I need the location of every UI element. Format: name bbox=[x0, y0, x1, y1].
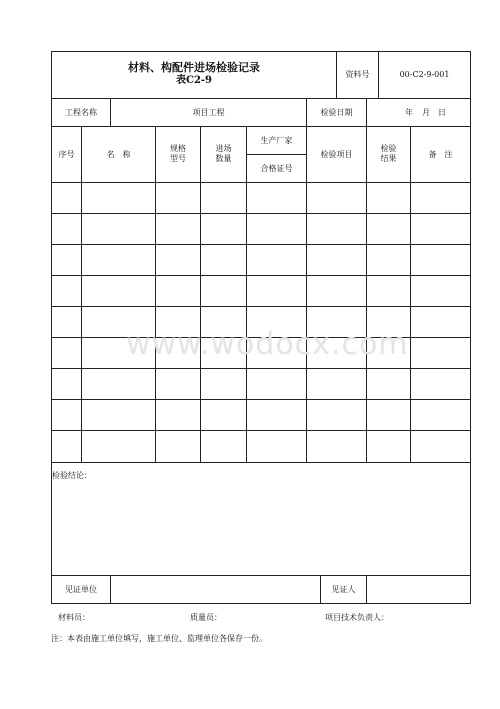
col-header-result-2: 结果 bbox=[380, 153, 397, 163]
table-row[interactable] bbox=[52, 307, 470, 337]
table-row[interactable] bbox=[52, 369, 470, 399]
col-header-maker: 生产厂家 bbox=[260, 135, 293, 145]
table-row[interactable] bbox=[52, 214, 470, 244]
conclusion-label: 检验结论： bbox=[52, 471, 92, 480]
col-header-result-1: 检验 bbox=[380, 143, 397, 153]
date-year-label: 年 bbox=[405, 107, 413, 117]
conclusion-field[interactable] bbox=[52, 485, 470, 574]
col-header-spec-1: 规格 bbox=[170, 143, 186, 153]
form-code: 表C2-9 bbox=[175, 75, 213, 86]
col-header-qty-2: 数量 bbox=[215, 153, 232, 163]
col-header-items: 检验项目 bbox=[320, 149, 353, 159]
footnote: 注：本表由施工单位填写，施工单位、监理单位各保存一份。 bbox=[51, 634, 267, 643]
date-month-label: 月 bbox=[422, 107, 430, 117]
table-row[interactable] bbox=[52, 431, 470, 462]
table-row[interactable] bbox=[52, 276, 470, 306]
project-name-value[interactable]: 项目工程 bbox=[192, 107, 225, 117]
col-header-name: 名 称 bbox=[106, 149, 131, 159]
form-title: 材料、构配件进场检验记录 bbox=[128, 60, 260, 74]
tech-lead-label: 项目技术负责人： bbox=[325, 613, 389, 622]
table-row[interactable] bbox=[52, 338, 470, 368]
inspection-date-label: 检验日期 bbox=[320, 107, 353, 117]
quality-clerk-label: 质量员： bbox=[190, 613, 222, 622]
col-header-seq: 序号 bbox=[58, 149, 75, 159]
col-header-spec-2: 型号 bbox=[170, 153, 186, 163]
col-header-qty-1: 进场 bbox=[215, 143, 232, 153]
col-header-cert: 合格证号 bbox=[260, 163, 293, 173]
date-day-label: 日 bbox=[438, 107, 446, 117]
table-row[interactable] bbox=[52, 183, 470, 213]
watermark-text: www.wodocx.com bbox=[126, 327, 409, 362]
doc-no-label: 资料号 bbox=[345, 70, 370, 79]
material-clerk-label: 材料员： bbox=[58, 613, 90, 622]
col-header-remark: 备 注 bbox=[428, 149, 453, 159]
table-row[interactable] bbox=[52, 400, 470, 430]
witness-unit-field[interactable] bbox=[111, 576, 320, 603]
witness-person-label: 见证人 bbox=[331, 584, 356, 594]
project-name-label: 工程名称 bbox=[65, 107, 97, 117]
doc-no-value[interactable]: 00-C2-9-001 bbox=[399, 70, 450, 79]
table-row[interactable] bbox=[52, 245, 470, 275]
witness-unit-label: 见证单位 bbox=[65, 584, 97, 594]
witness-person-field[interactable] bbox=[367, 576, 470, 603]
